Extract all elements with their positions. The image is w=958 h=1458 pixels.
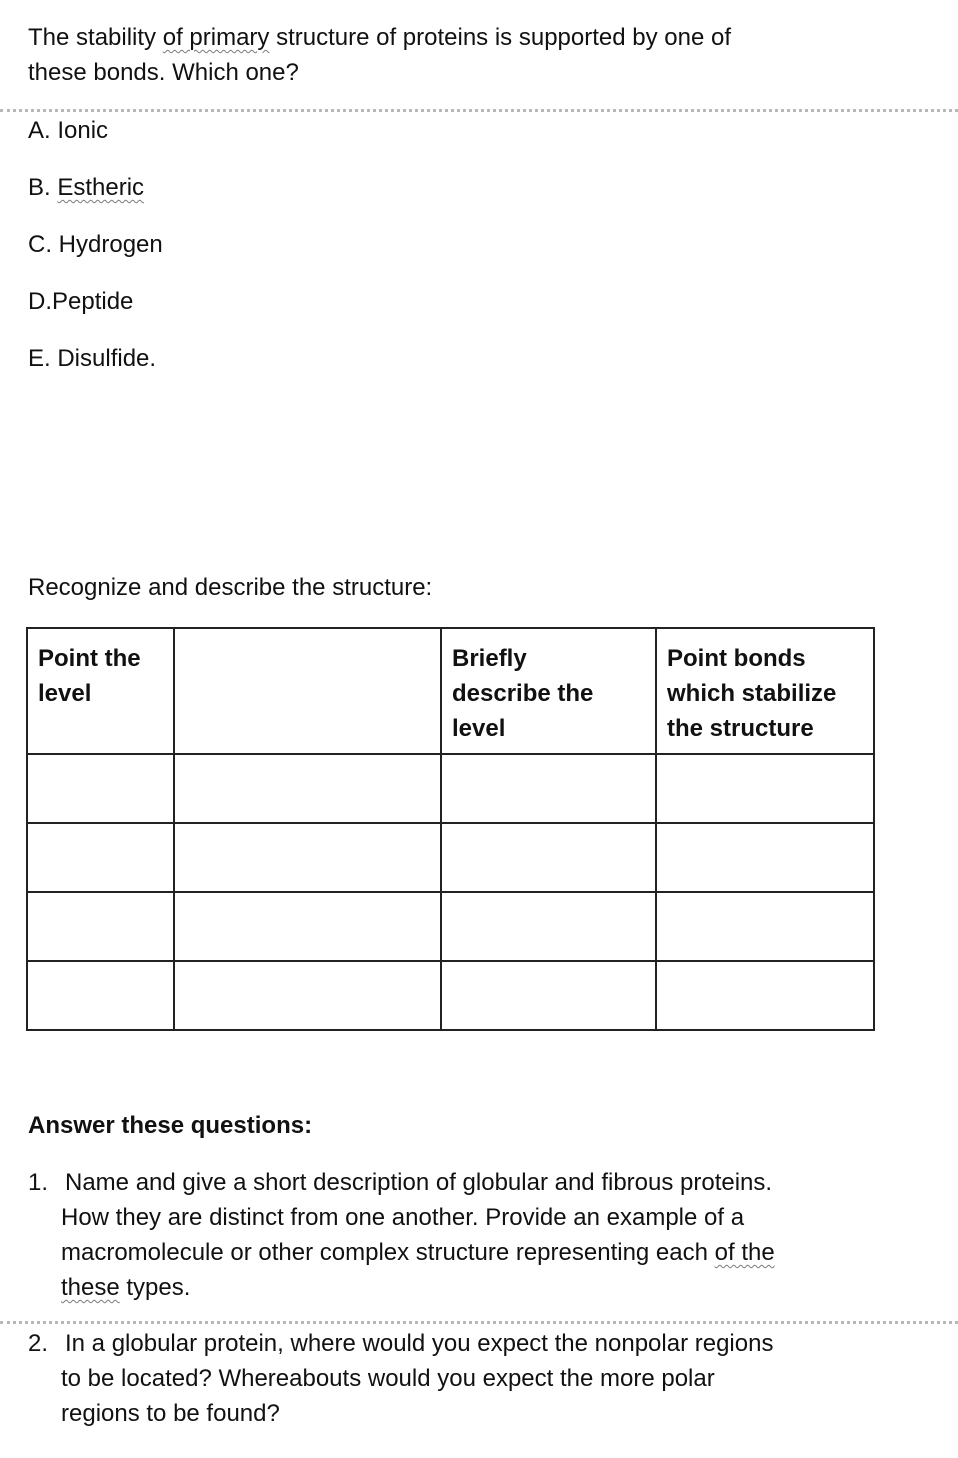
- header-cell-bonds: [656, 628, 874, 754]
- table-cell[interactable]: [441, 823, 656, 892]
- question-1-line1: Name and give a short description of globular and fibrous proteins.: [65, 1169, 773, 1196]
- table-cell[interactable]: [656, 823, 874, 892]
- spellcheck-phrase: of primary: [162, 24, 270, 51]
- table-row: [27, 892, 874, 961]
- table-row: [27, 754, 874, 823]
- table-cell[interactable]: [441, 961, 656, 1030]
- header-text: Point bonds: [667, 645, 806, 672]
- table-cell[interactable]: [27, 823, 174, 892]
- header-text: Briefly: [452, 645, 527, 672]
- table-row: [27, 823, 874, 892]
- option-b-word: Estheric: [57, 174, 145, 201]
- option-e: E. Disulfide.: [28, 345, 157, 372]
- page-break-divider: [0, 1321, 958, 1324]
- header-text: the structure: [667, 715, 814, 742]
- table-cell[interactable]: [174, 961, 441, 1030]
- table-cell[interactable]: [27, 961, 174, 1030]
- question-2-number: 2.: [28, 1330, 49, 1357]
- question-2-line1: In a globular protein, where would you expect the nonpolar regions: [65, 1330, 774, 1357]
- table-cell[interactable]: [27, 754, 174, 823]
- questions-heading: Answer these questions:: [28, 1112, 313, 1139]
- page-break-divider: [0, 109, 958, 112]
- stem-text: The stability: [28, 24, 163, 51]
- table-cell[interactable]: [441, 892, 656, 961]
- header-text: level: [38, 680, 92, 707]
- option-a: A. Ionic: [28, 117, 109, 144]
- question-2-line3: regions to be found?: [61, 1400, 280, 1427]
- stem-text: structure of proteins is supported by one of: [269, 24, 731, 51]
- table-cell[interactable]: [27, 892, 174, 961]
- header-cell-describe: [441, 628, 656, 754]
- table-row: [27, 961, 874, 1030]
- option-b-prefix: B.: [28, 174, 58, 201]
- spellcheck-phrase: of the: [714, 1239, 775, 1266]
- header-cell-empty[interactable]: [174, 628, 441, 754]
- table-cell[interactable]: [174, 754, 441, 823]
- header-text: describe the: [452, 680, 594, 707]
- header-text: which stabilize: [667, 680, 837, 707]
- question-stem-line1: [28, 20, 731, 55]
- question-1-number: 1.: [28, 1169, 49, 1196]
- table-cell[interactable]: [174, 892, 441, 961]
- question-1-line4: [61, 1270, 190, 1305]
- structure-table: [26, 627, 875, 1031]
- table-cell[interactable]: [174, 823, 441, 892]
- question-1-line3: [61, 1235, 775, 1270]
- option-d: D.Peptide: [28, 288, 134, 315]
- table-cell[interactable]: [656, 892, 874, 961]
- question-2-line2: to be located? Whereabouts would you expect the more polar: [61, 1365, 715, 1392]
- table-header-row: [27, 628, 874, 754]
- table-cell[interactable]: [656, 754, 874, 823]
- header-cell-level: [27, 628, 174, 754]
- question-1-line2: How they are distinct from one another. Provide an example of a: [61, 1204, 745, 1231]
- question-stem-line2: these bonds. Which one?: [28, 59, 299, 86]
- table-cell[interactable]: [656, 961, 874, 1030]
- header-text: Point the: [38, 645, 141, 672]
- question-text: macromolecule or other complex structure representing each: [61, 1239, 715, 1266]
- option-c: C. Hydrogen: [28, 231, 163, 258]
- spellcheck-phrase: these: [61, 1274, 120, 1301]
- structure-prompt: Recognize and describe the structure:: [28, 574, 433, 601]
- option-b: [28, 173, 144, 203]
- question-text: types.: [119, 1274, 191, 1301]
- table-cell[interactable]: [441, 754, 656, 823]
- header-text: level: [452, 715, 506, 742]
